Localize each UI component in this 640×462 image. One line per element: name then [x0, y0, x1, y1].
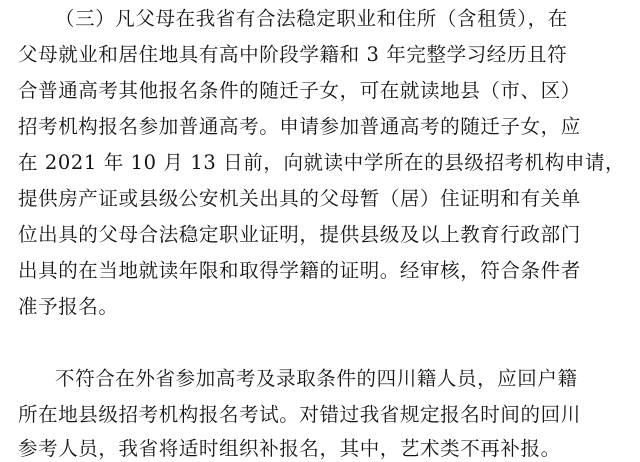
- paragraph-1-line-1: （三）凡父母在我省有合法稳定职业和住所（含租赁），在: [55, 7, 568, 30]
- paragraph-1-line-5: 在 2021 年 10 月 13 日前，向就读中学所在的县级招考机构申请，: [18, 151, 626, 174]
- paragraph-2-line-2: 所在地县级招考机构报名考试。对错过我省规定报名时间的回川: [18, 403, 581, 426]
- paragraph-1-line-2: 父母就业和居住地具有高中阶段学籍和 3 年完整学习经历且符: [18, 43, 568, 66]
- paragraph-1-line-7: 位出具的父母合法稳定职业证明，提供县级及以上教育行政部门: [18, 223, 581, 246]
- paragraph-1-line-6: 提供房产证或县级公安机关出具的父母暂（居）住证明和有关单: [18, 187, 581, 210]
- paragraph-1-line-3: 合普通高考其他报名条件的随迁子女，可在就读地县（市、区）: [18, 79, 581, 102]
- paragraph-2-line-3: 参考人员，我省将适时组织补报名，其中，艺术类不再补报。: [18, 437, 561, 460]
- paragraph-2-line-1: 不符合在外省参加高考及录取条件的四川籍人员，应回户籍: [55, 367, 578, 390]
- paragraph-1-line-9: 准予报名。: [18, 295, 119, 318]
- paragraph-1-line-8: 出具的在当地就读年限和取得学籍的证明。经审核，符合条件者: [18, 259, 581, 282]
- paragraph-1-line-4: 招考机构报名参加普通高考。申请参加普通高考的随迁子女，应: [18, 115, 581, 138]
